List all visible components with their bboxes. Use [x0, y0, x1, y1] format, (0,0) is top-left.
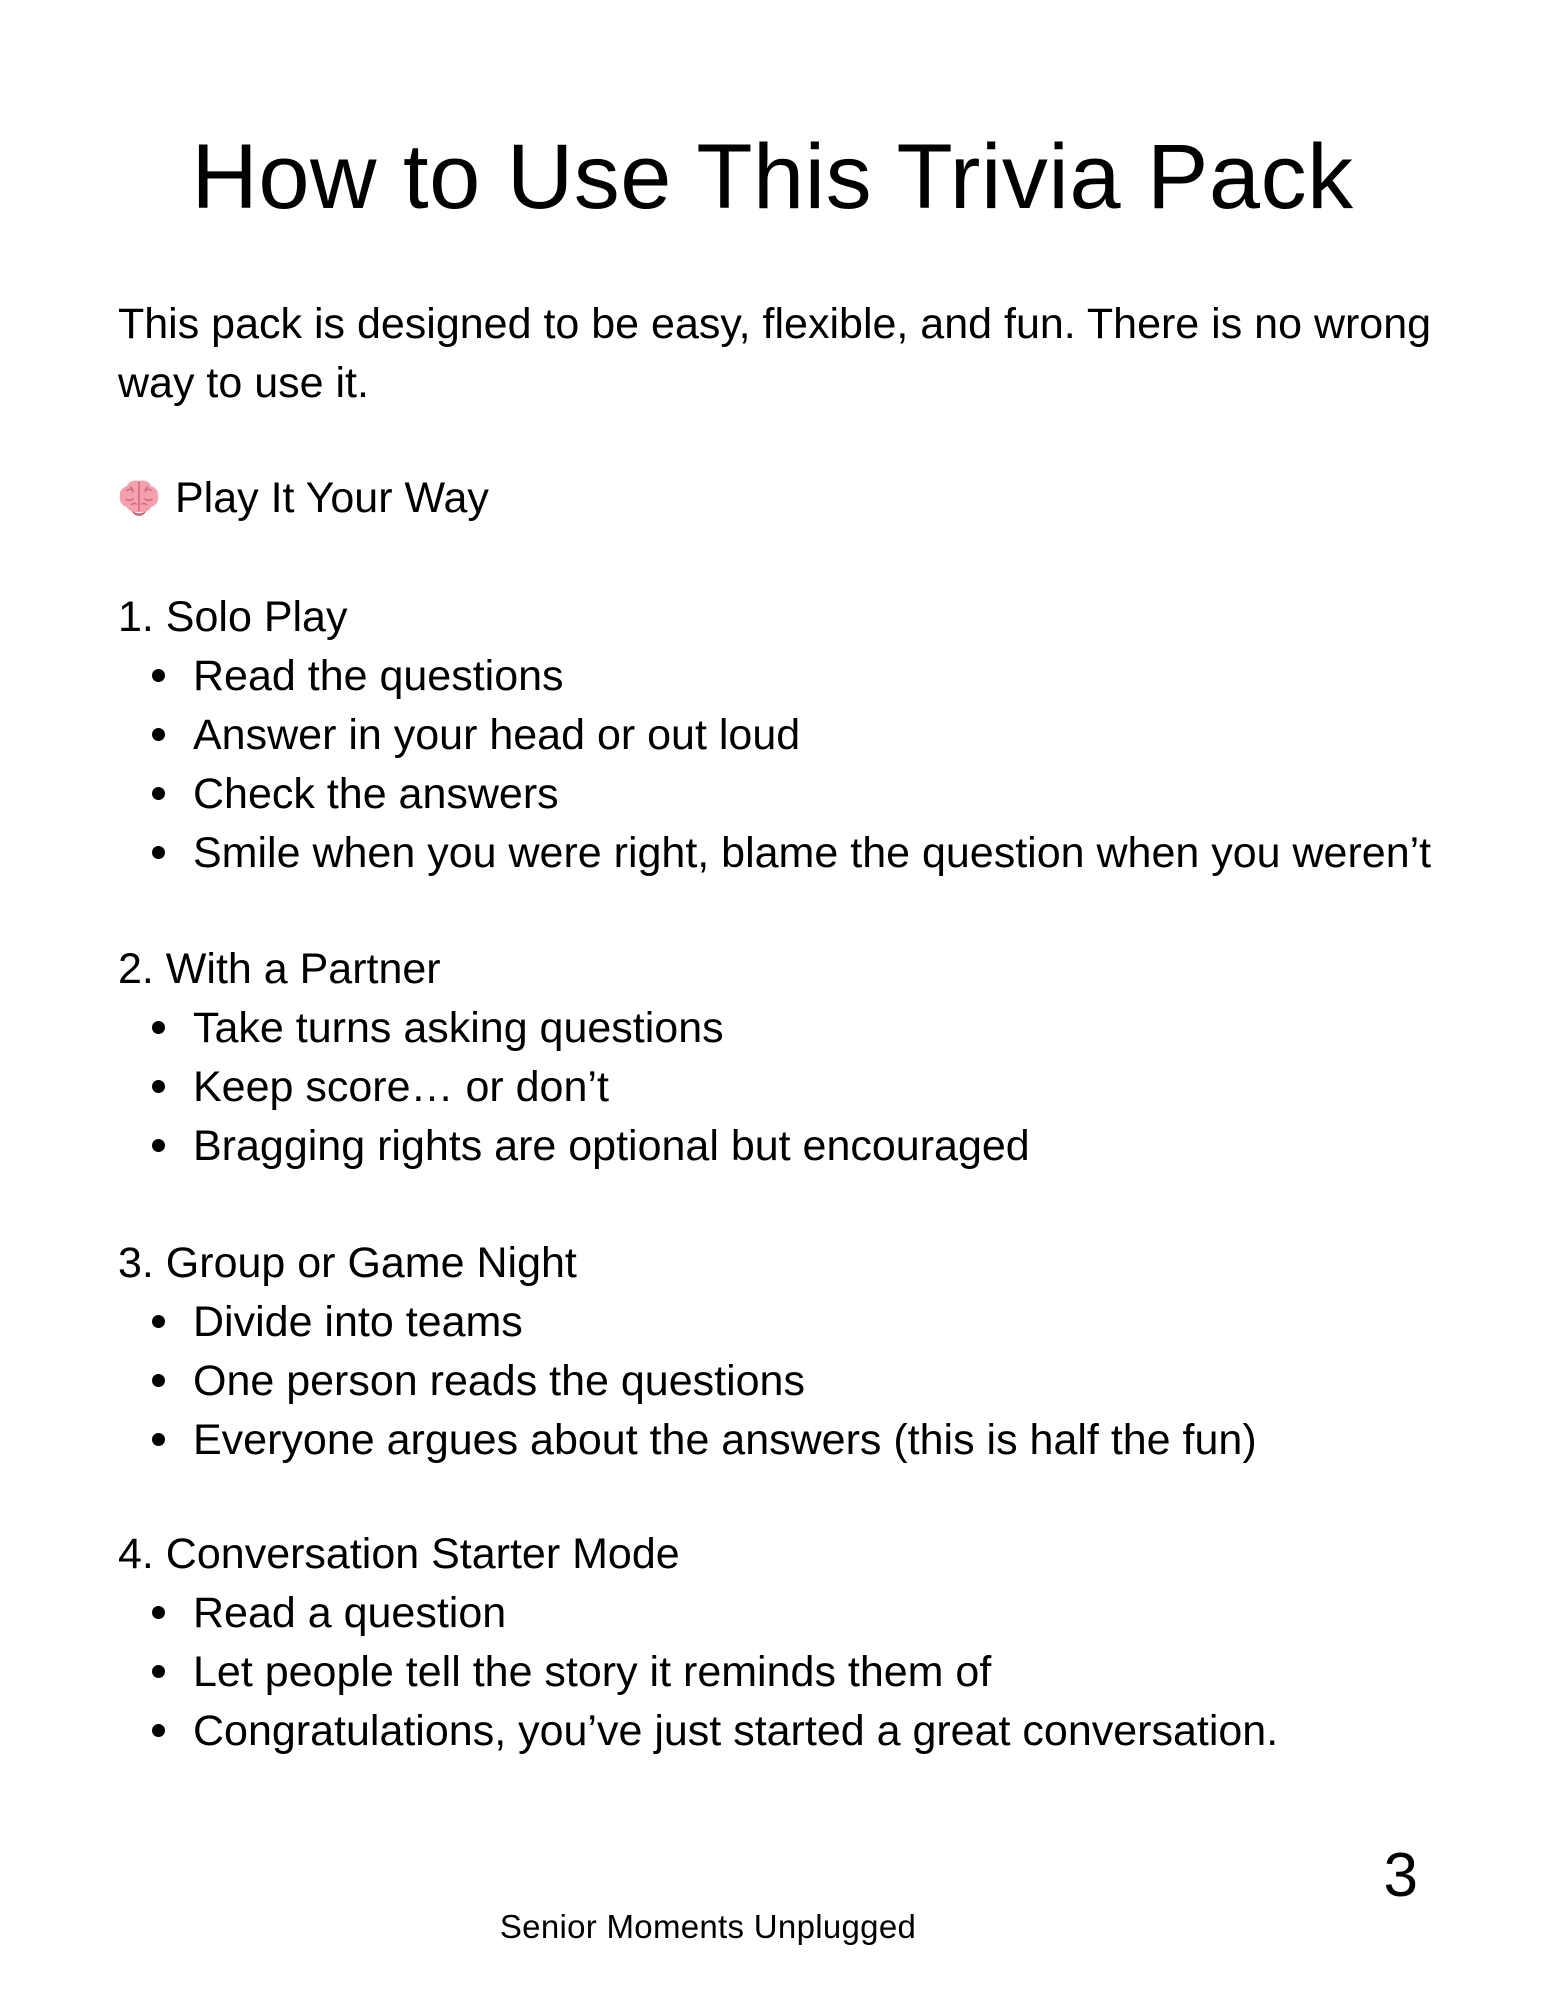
section-group-or-game-night — [118, 1234, 1485, 1470]
section-with-a-partner — [118, 940, 1485, 1176]
bullet-item: Congratulations, you’ve just started a great conversation. — [118, 1702, 1485, 1761]
bullet-item: Check the answers — [118, 765, 1485, 824]
section-solo-play — [118, 588, 1485, 883]
page-title: How to Use This Trivia Pack — [191, 126, 1354, 228]
bullet-item: One person reads the questions — [118, 1352, 1485, 1411]
bullet-item: Smile when you were right, blame the question when you weren’t — [118, 824, 1485, 883]
page-number: 3 — [1383, 1841, 1418, 1910]
bullet-item: Divide into teams — [118, 1293, 1485, 1352]
bullet-list — [118, 1584, 1485, 1761]
intro-line-2: way to use it. — [118, 359, 369, 407]
bullet-list — [118, 999, 1485, 1176]
bullet-item: Let people tell the story it reminds them of — [118, 1643, 1485, 1702]
bullet-item: Read a question — [118, 1584, 1485, 1643]
bullet-item: Keep score… or don’t — [118, 1058, 1485, 1117]
bullet-item: Read the questions — [118, 647, 1485, 706]
intro-line-1: This pack is designed to be easy, flexible, and fun. There is no wrong — [118, 300, 1432, 348]
play-heading-label: Play It Your Way — [175, 474, 489, 522]
bullet-item: Answer in your head or out loud — [118, 706, 1485, 765]
section-heading: 2. With a Partner — [118, 945, 441, 993]
bullet-item: Everyone argues about the answers (this is half the fun) — [118, 1411, 1485, 1470]
section-heading: 4. Conversation Starter Mode — [118, 1530, 680, 1578]
bullet-item: Take turns asking questions — [118, 999, 1485, 1058]
bullet-list — [118, 647, 1485, 883]
intro-paragraph — [118, 295, 1431, 413]
section-heading: 3. Group or Game Night — [118, 1239, 577, 1287]
play-it-your-way-heading — [118, 469, 489, 528]
section-heading: 1. Solo Play — [118, 593, 348, 641]
bullet-list — [118, 1293, 1485, 1470]
section-conversation-starter-mode — [118, 1525, 1485, 1761]
bullet-item: Bragging rights are optional but encouraged — [118, 1117, 1485, 1176]
footer-title: Senior Moments Unplugged — [499, 1908, 917, 1945]
brain-emoji-icon — [118, 469, 160, 528]
